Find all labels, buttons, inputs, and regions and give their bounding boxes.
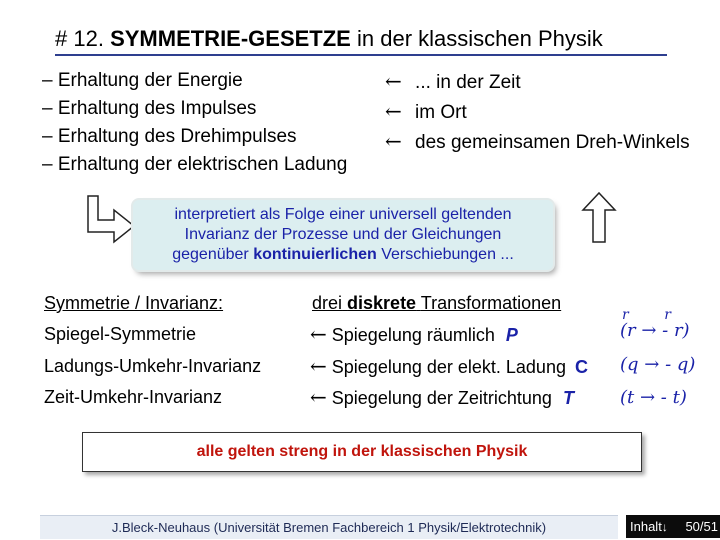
contents-link[interactable]: Inhalt↓ xyxy=(630,519,668,534)
callout-line-3: gegenüber kontinuierlichen Verschiebungen ... xyxy=(172,246,514,263)
footer-credit: J.Bleck-Neuhaus (Universität Bremen Fachbereich 1 Physik/Elektrotechnik) xyxy=(40,515,618,539)
math-time: (t → - t) xyxy=(620,387,687,408)
law-energy: – Erhaltung der Energie xyxy=(42,70,243,91)
symmetry-transform-time: ← Spiegelung der Zeitrichtung T xyxy=(310,385,574,409)
up-arrow-icon xyxy=(578,190,620,246)
bent-arrow-right-icon xyxy=(80,190,140,246)
invariance-time: ← ... in der Zeit xyxy=(385,69,521,93)
page-number: 50/51 xyxy=(685,519,718,534)
symmetry-header-right: drei diskrete Transformationen xyxy=(312,293,562,313)
symbol-t: T xyxy=(562,388,574,408)
symmetry-name-charge: Ladungs-Umkehr-Invarianz xyxy=(44,356,262,376)
interpretation-callout xyxy=(133,200,553,270)
symbol-p: P xyxy=(505,325,518,345)
down-arrow-icon: ↓ xyxy=(661,520,668,534)
title-main: SYMMETRIE-GESETZE xyxy=(110,26,351,51)
law-charge: – Erhaltung der elektrischen Ladung xyxy=(42,154,348,175)
page-title xyxy=(55,24,667,54)
left-arrow-icon: ← xyxy=(310,354,327,378)
math-parity: (r → - r) xyxy=(620,320,690,341)
symmetry-name-parity: Spiegel-Symmetrie xyxy=(44,324,197,344)
title-prefix: # 12. xyxy=(55,26,104,51)
vector-arrow-marks: r r xyxy=(622,307,671,323)
left-arrow-icon: ← xyxy=(310,385,327,409)
symmetry-transform-parity: ← Spiegelung räumlich P xyxy=(310,322,518,346)
left-arrow-icon: ← xyxy=(385,129,402,153)
law-angular-momentum: – Erhaltung des Drehimpulses xyxy=(42,126,297,147)
symbol-c: C xyxy=(574,357,588,377)
callout-line-1: interpretiert als Folge einer universell geltenden xyxy=(174,206,512,223)
callout-line-2: Invarianz der Prozesse und der Gleichungen xyxy=(184,226,502,243)
left-arrow-icon: ← xyxy=(385,69,402,93)
symmetry-header-left: Symmetrie / Invarianz: xyxy=(44,293,224,313)
symmetry-transform-charge: ← Spiegelung der elekt. Ladung C xyxy=(310,354,588,378)
title-suffix: in der klassischen Physik xyxy=(356,26,603,51)
invariance-list xyxy=(385,67,690,157)
symmetry-name-time: Zeit-Umkehr-Invarianz xyxy=(44,387,223,407)
conservation-laws xyxy=(42,67,347,179)
title-bar xyxy=(55,24,667,56)
left-arrow-icon: ← xyxy=(310,322,327,346)
left-arrow-icon: ← xyxy=(385,99,402,123)
math-charge: (q → - q) xyxy=(620,354,696,375)
footer-nav xyxy=(626,515,720,538)
invariance-place: ← im Ort xyxy=(385,99,467,123)
invariance-angle: ← des gemeinsamen Dreh-Winkels xyxy=(385,129,690,153)
law-momentum: – Erhaltung des Impulses xyxy=(42,98,257,119)
conclusion-box: alle gelten streng in der klassischen Physik xyxy=(82,432,642,472)
